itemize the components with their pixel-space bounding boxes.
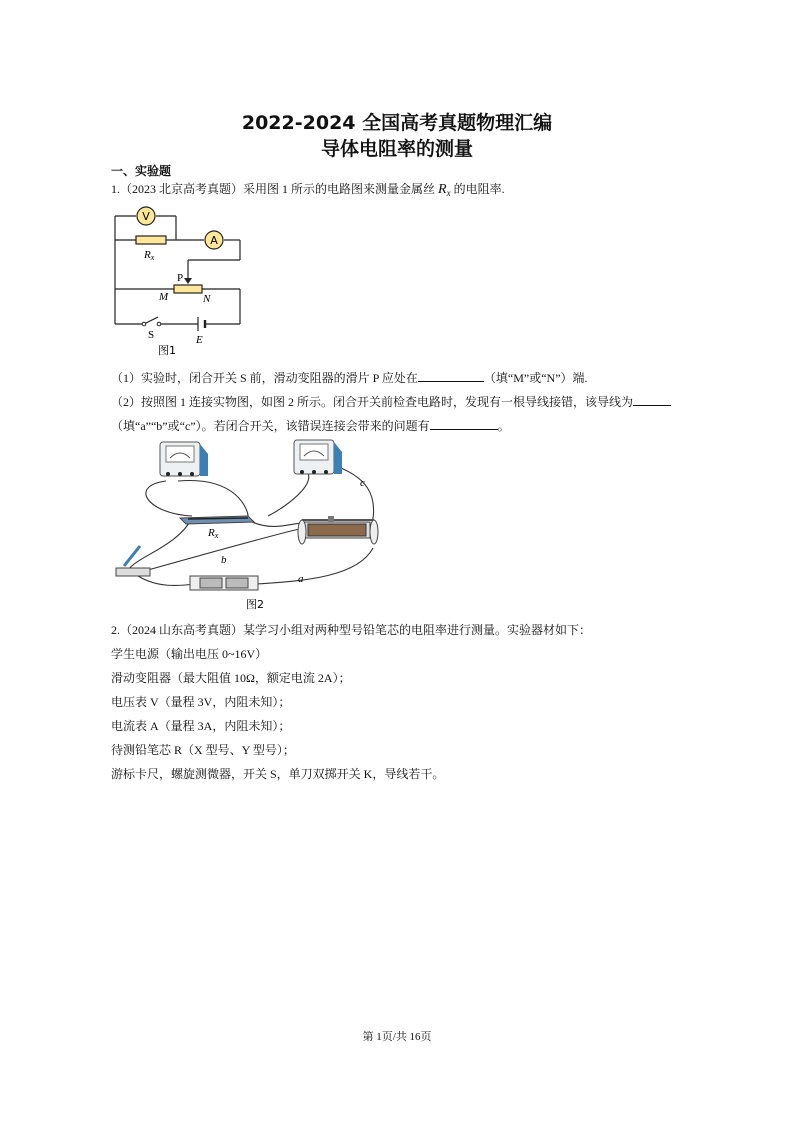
svg-text:P: P xyxy=(177,272,184,284)
q2-item: 学生电源（输出电压 0~16V） xyxy=(111,647,268,661)
voltmeter-device xyxy=(160,442,208,476)
battery-device xyxy=(190,576,258,590)
answer-blank-2[interactable] xyxy=(633,393,671,406)
switch-device xyxy=(116,546,150,576)
svg-text:N: N xyxy=(203,293,211,305)
answer-blank-1[interactable] xyxy=(418,369,484,382)
figure-2-caption: 图2 xyxy=(246,598,264,611)
q1-part1: （1）实验时，闭合开关 S 前，滑动变阻器的滑片 P 应处在 （填“M”或“N”）端. xyxy=(111,371,588,385)
q2-item: 滑动变阻器（最大阻值 10Ω，额定电流 2A）； xyxy=(111,671,351,685)
ammeter-label: A xyxy=(210,234,218,247)
section-heading: 一、实验题 xyxy=(111,164,172,178)
figure-2-apparatus xyxy=(108,436,398,614)
ammeter-device xyxy=(294,440,342,474)
q1-part2-line1: （2）按照图 1 连接实物图，如图 2 所示。闭合开关前检查电路时，发现有一根导线接错，该导线为 xyxy=(111,393,671,410)
voltmeter-label: V xyxy=(142,210,150,223)
figure-1-circuit xyxy=(108,200,248,360)
q2-item: 电流表 A（量程 3A，内阻未知）； xyxy=(111,719,291,733)
svg-text:M: M xyxy=(159,291,169,303)
answer-blank-3[interactable] xyxy=(430,417,498,430)
page-subtitle: 导体电阻率的测量 xyxy=(320,138,473,160)
svg-text:Rx: Rx xyxy=(144,249,155,262)
svg-text:a: a xyxy=(298,573,304,585)
svg-text:c: c xyxy=(360,477,365,489)
q2-item: 电压表 V（量程 3V，内阻未知）； xyxy=(111,695,291,709)
q2-item: 游标卡尺，螺旋测微器，开关 S，单刀双掷开关 K，导线若干。 xyxy=(111,767,445,781)
svg-text:Rx: Rx xyxy=(208,527,219,540)
svg-text:S: S xyxy=(148,329,155,341)
page-title: 2022-2024 全国高考真题物理汇编 xyxy=(241,112,553,134)
svg-text:b: b xyxy=(221,554,227,566)
q2-stem: 2.（2024 山东高考真题）某学习小组对两种型号铅笔芯的电阻率进行测量。实验器材如下： xyxy=(111,623,592,637)
rheostat-device xyxy=(298,516,378,544)
q1-part2-line2: （填“a”“b”或“c”）。若闭合开关，该错误连接会带来的问题有 。 xyxy=(111,419,510,433)
q2-item: 待测铅笔芯 R（X 型号、Y 型号）； xyxy=(111,743,295,757)
q1-stem: 1.（2023 北京高考真题）采用图 1 所示的电路图来测量金属丝 $R_x$ 的电阻率. xyxy=(111,182,505,199)
svg-text:E: E xyxy=(196,334,203,346)
figure-1-caption: 图1 xyxy=(158,344,176,357)
page-footer: 第 1页/共 16页 xyxy=(362,1031,432,1043)
